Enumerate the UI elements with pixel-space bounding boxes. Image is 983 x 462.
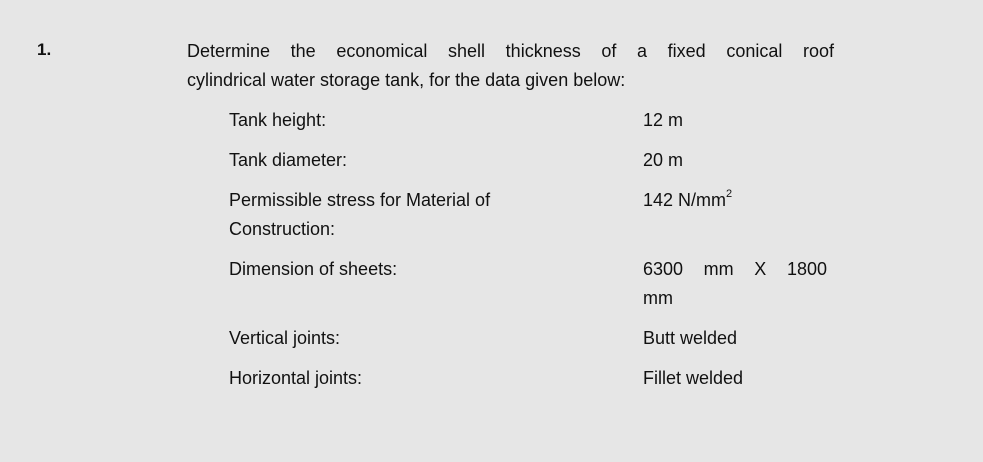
data-value-line-1: 6300 mm X 1800 [643, 259, 827, 279]
data-value: Fillet welded [643, 368, 744, 388]
data-label-line-2: Construction: [229, 219, 336, 239]
data-label: Vertical joints: [229, 328, 341, 348]
data-value: Butt welded [643, 328, 738, 348]
data-value [643, 255, 827, 313]
data-label [229, 186, 549, 244]
data-value: 20 m [643, 150, 684, 170]
data-value-line-2: mm [643, 288, 673, 308]
data-value [643, 186, 827, 215]
question-text-line-2: cylindrical water storage tank, for the data given below: [187, 70, 626, 90]
data-value-superscript: 2 [726, 188, 733, 200]
data-label: Horizontal joints: [229, 368, 363, 388]
question-text [187, 37, 834, 95]
data-value: 12 m [643, 110, 684, 130]
question-text-line-1: Determine the economical shell thickness of a fixed conical roof [187, 41, 834, 61]
data-label: Tank diameter: [229, 150, 348, 170]
data-label: Tank height: [229, 110, 327, 130]
data-label-line-1: Permissible stress for Material of [229, 190, 491, 210]
data-value-base: 142 N/mm [643, 190, 727, 210]
data-label: Dimension of sheets: [229, 259, 398, 279]
question-number: 1. [37, 40, 52, 59]
